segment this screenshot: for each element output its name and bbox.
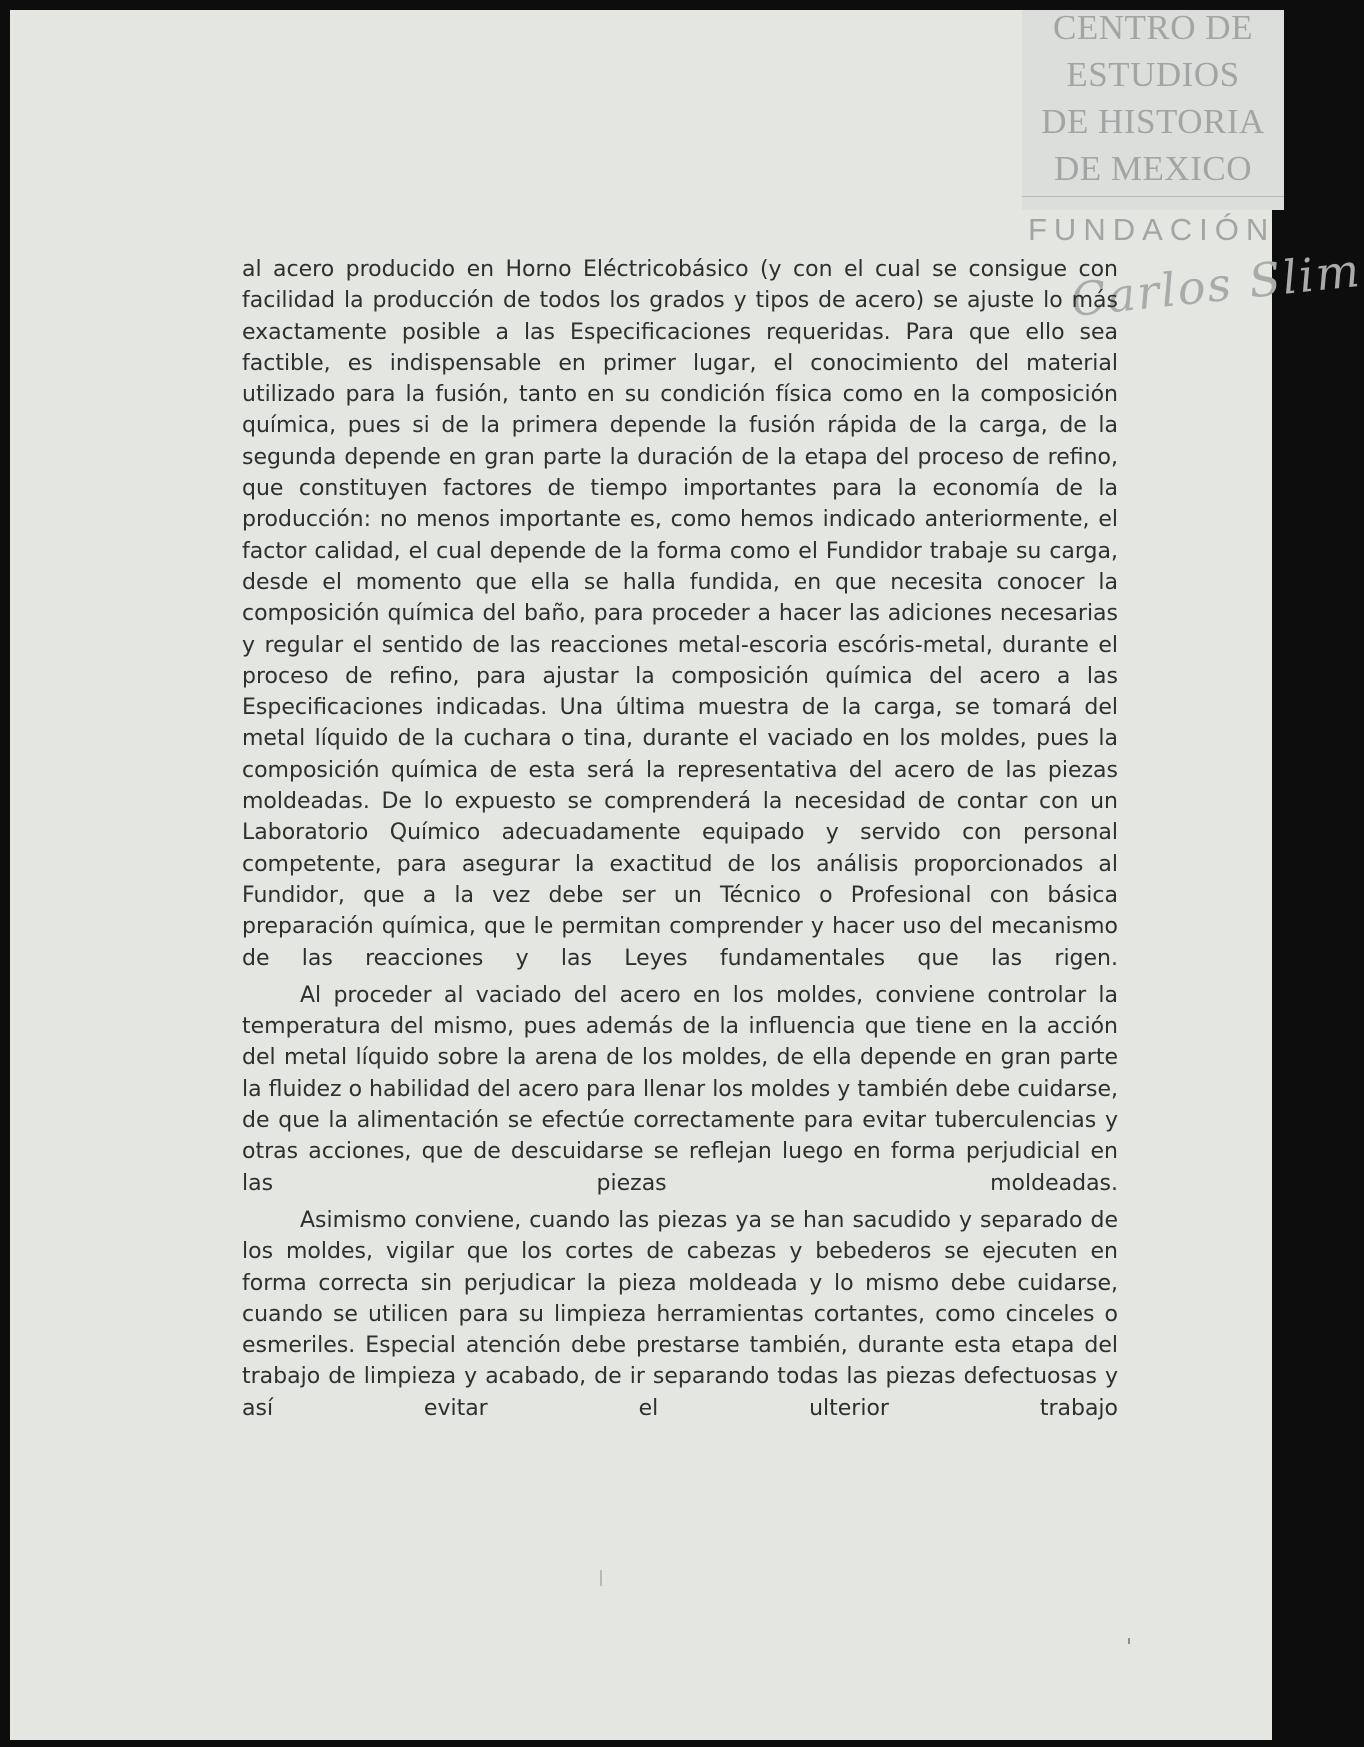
body-text bbox=[242, 254, 1118, 1424]
scan-speck bbox=[1128, 1638, 1130, 1644]
watermark-line-4: DE MEXICO bbox=[1054, 149, 1252, 188]
paragraph-3: Asimismo conviene, cuando las piezas ya se han sacudido y separado de los moldes, vigilar que los cortes de cabezas y bebederos se ejecuten en forma correcta sin perjudicar la pieza moldeada y lo mismo debe cuidarse, cuando se utilicen para su limpieza herramientas cortantes, como cinceles o esmeriles. Especial atención debe prestarse también, durante esta etapa del trabajo de limpieza y acabado, de ir separando todas las piezas defectuosas y así evitar el ulterior trabajo bbox=[242, 1207, 1118, 1421]
watermark-line-3: DE HISTORIA bbox=[1041, 102, 1265, 141]
watermark-line-2: ESTUDIOS bbox=[1066, 55, 1240, 94]
scan-speck bbox=[600, 1570, 602, 1586]
watermark-divider bbox=[1022, 196, 1284, 197]
scanned-page bbox=[10, 8, 1364, 1740]
watermark-line-1: CENTRO DE bbox=[1053, 8, 1253, 47]
archive-watermark bbox=[1022, 10, 1284, 210]
signature-logo: Carlos Slim bbox=[1067, 242, 1364, 328]
foundation-label: FUNDACIÓN bbox=[1028, 212, 1276, 247]
paragraph-2: Al proceder al vaciado del acero en los moldes, conviene controlar la temperatura del mismo, pues además de la influencia que tiene en la acción del metal líquido sobre la arena de los moldes, de ella depende en gran parte la fluidez o habilidad del acero para llenar los moldes y también debe cuidarse, de que la alimentación se efectúe correctamente para evitar tuberculencias y otras acciones, que de descuidarse se reflejan luego en forma perjudicial en las piezas moldeadas. bbox=[242, 982, 1118, 1196]
paragraph-1: al acero producido en Horno Eléctricobásico (y con el cual se consigue con facilidad la producción de todos los grados y tipos de acero) se ajuste lo más exactamente posible a las Especificaciones requeridas. Para que ello sea factible, es indispensable en primer lugar, el conocimiento del material utilizado para la fusión, tanto en su condición física como en la composición química, pues si de la primera depende la fusión rápida de la carga, de la segunda depende en gran parte la duración de la etapa del proceso de refino, que constituyen factores de tiempo importantes para la economía de la producción: no menos importante es, como hemos indicado anteriormente, el factor calidad, el cual depende de la forma como el Fundidor trabaje su carga, desde el momento que ella se halla fundida, en que necesita conocer la composición química del baño, para proceder a hacer las adiciones necesarias y regular el sentido de las reacciones metal-escoria escóris-metal, durante el proceso de refino, para ajustar la composición química del acero a las Especificaciones indicadas. Una última muestra de la carga, se tomará del metal líquido de la cuchara o tina, durante el vaciado en los moldes, pues la composición química de esta será la representativa del acero de las piezas moldeadas. De lo expuesto se comprenderá la necesidad de contar con un Laboratorio Químico adecuadamente equipado y servido con personal competente, para asegurar la exactitud de los análisis proporcionados al Fundidor, que a la vez debe ser un Técnico o Profesional con básica preparación química, que le permitan comprender y hacer uso del mecanismo de las reacciones y las Leyes fundamentales que las rigen. bbox=[242, 257, 1118, 971]
